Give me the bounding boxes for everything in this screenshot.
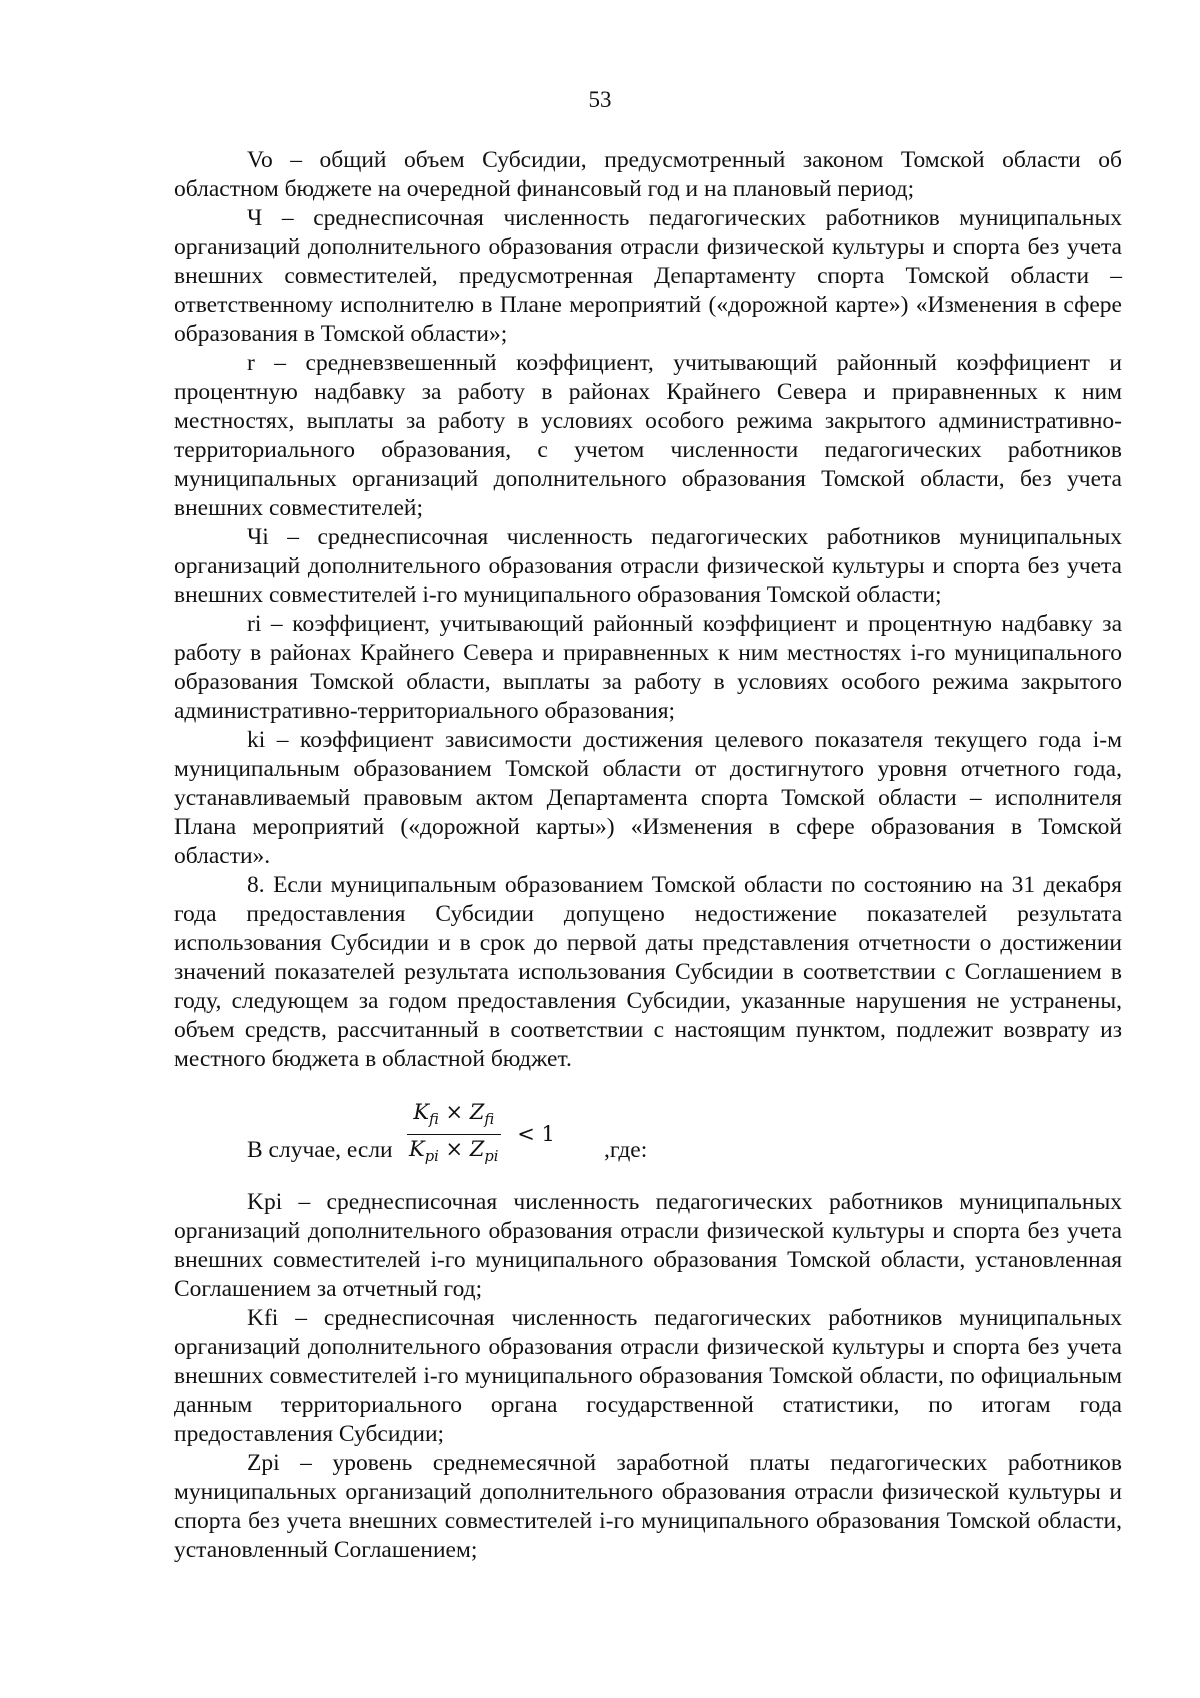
paragraph-kpi: Kpi – среднесписочная численность педагогических работников муниципальных организаций дополнительного образования отрасли физической культуры и спорта без учета внешних совместителей i-го муниципального образования Томской области, установленная Соглашением за отчетный год; xyxy=(174,1189,1122,1302)
formula-comparison: < 1 xyxy=(517,1122,555,1147)
paragraph-chi: Чi – среднесписочная численность педагогических работников муниципальных организаций дополнительного образования отрасли физической культуры и спорта без учета внешних совместителей i-го муниципального образования Томской области; xyxy=(174,524,1122,608)
formula-denominator: $K_{pi} \times Z_{pi}$ xyxy=(409,1137,499,1166)
paragraph-r: r – средневзвешенный коэффициент, учитывающий районный коэффициент и процентную надбавку за работу в районах Крайнего Севера и приравненных к ним местностях, выплаты за работу в условиях особого режима закрытого административно-территориального образования, с учетом численности педагогических работников муниципальных организаций дополнительного образования Томской области, без учета внешних совместителей; xyxy=(174,350,1122,521)
ratio-formula xyxy=(407,1098,555,1171)
paragraph-ch: Ч – среднесписочная численность педагогических работников муниципальных организаций дополнительного образования отрасли физической культуры и спорта без учета внешних совместителей, предусмотренная Департаменту спорта Томской области – ответственному исполнителю в Плане мероприятий («дорожной карте») «Изменения в сфере образования в Томской области»; xyxy=(174,205,1122,347)
document-body xyxy=(174,146,1122,1565)
formula-numerator: $K_{fi} \times Z_{fi}$ xyxy=(413,1100,495,1129)
paragraph-ri: ri – коэффициент, учитывающий районный коэффициент и процентную надбавку за работу в районах Крайнего Севера и приравненных к ним местностях i-го муниципального образования Томской области, выплаты за работу в условиях особого режима закрытого административно-территориального образования; xyxy=(174,611,1122,724)
formula-lead-text: В случае, если xyxy=(247,1137,393,1163)
page-number: 53 xyxy=(588,87,612,112)
paragraph-ki: ki – коэффициент зависимости достижения целевого показателя текущего года i-м муниципальным образованием Томской области от достигнутого уровня отчетного года, устанавливаемый правовым актом Департамента спорта Томской области – исполнителя Плана мероприятий («дорожной карты») «Изменения в сфере образования в Томской области». xyxy=(174,727,1122,869)
formula-tail-text: ,где: xyxy=(604,1137,648,1163)
paragraph-zpi: Zpi – уровень среднемесячной заработной платы педагогических работников муниципальных организаций дополнительного образования отрасли физической культуры и спорта без учета внешних совместителей i-го муниципального образования Томской области, установленный Соглашением; xyxy=(174,1450,1122,1563)
paragraph-vo: Vo – общий объем Субсидии, предусмотренный законом Томской области об областном бюджете на очередной финансовый год и на плановый период; xyxy=(174,147,1122,202)
formula-fraction xyxy=(407,1098,501,1171)
paragraph-item-8: 8. Если муниципальным образованием Томской области по состоянию на 31 декабря года предоставления Субсидии допущено недостижение показателей результата использования Субсидии и в срок до первой даты представления отчетности о достижении значений показателей результата использования Субсидии в соответствии с Соглашением в году, следующем за годом предоставления Субсидии, указанные нарушения не устранены, объем средств, рассчитанный в соответствии с настоящим пунктом, подлежит возврату из местного бюджета в областной бюджет. xyxy=(174,872,1122,1072)
formula-block xyxy=(174,1084,1122,1170)
paragraph-kfi: Kfi – среднесписочная численность педагогических работников муниципальных организаций дополнительного образования отрасли физической культуры и спорта без учета внешних совместителей i-го муниципального образования Томской области, по официальным данным территориального органа государственной статистики, по итогам года предоставления Субсидии; xyxy=(174,1305,1122,1447)
